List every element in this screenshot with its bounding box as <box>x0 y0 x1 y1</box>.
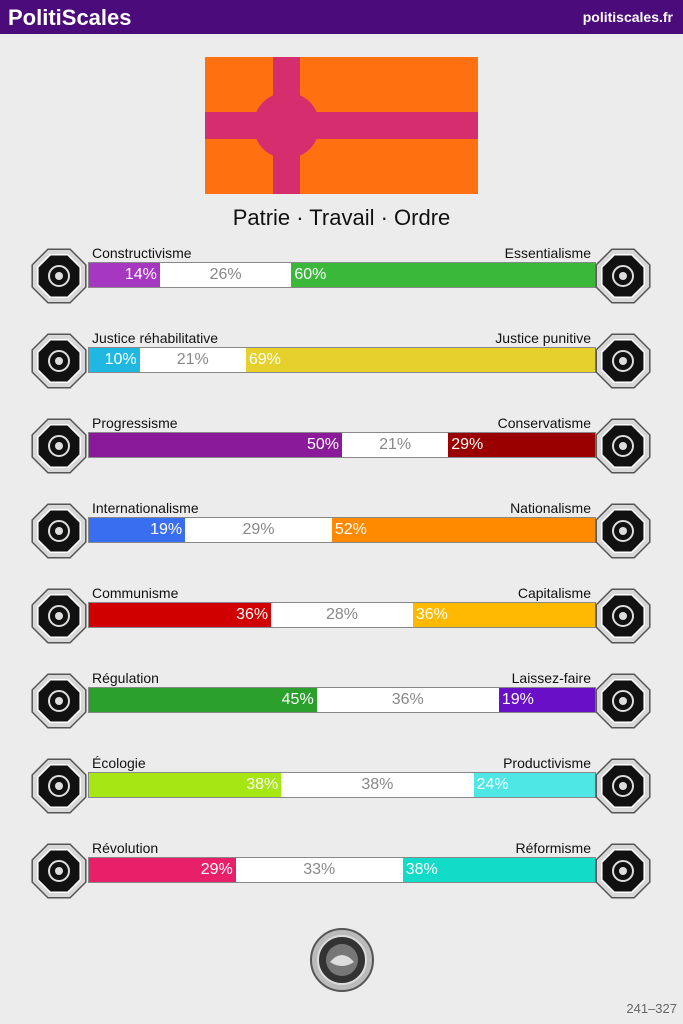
factory-icon <box>592 755 654 817</box>
bar-right-segment: 60% <box>291 263 595 287</box>
ballot-box-icon <box>592 840 654 902</box>
ruler-icon <box>28 670 90 732</box>
bar-right-segment: 29% <box>448 433 595 457</box>
axis-bar <box>88 517 596 543</box>
bar-right-segment: 69% <box>246 348 595 372</box>
axis-left-label: Progressisme <box>92 415 178 431</box>
bar-right-segment: 19% <box>499 688 595 712</box>
bar-neutral-segment: 38% <box>281 773 473 797</box>
axis-right-label: Réformisme <box>515 840 591 856</box>
bar-left-segment: 50% <box>89 433 342 457</box>
bar-neutral-segment: 28% <box>271 603 413 627</box>
axis-bar <box>88 432 596 458</box>
axis-left-label: Régulation <box>92 670 159 686</box>
flag-icon <box>592 500 654 562</box>
axis-row <box>0 415 683 485</box>
bar-left-segment: 10% <box>89 348 140 372</box>
site-link[interactable]: politiscales.fr <box>582 9 673 25</box>
brand-title[interactable]: PolitiScales <box>8 5 132 30</box>
seal-icon <box>310 928 374 992</box>
bar-left-segment: 38% <box>89 773 281 797</box>
axis-row <box>0 330 683 400</box>
rocket-icon <box>28 415 90 477</box>
axis-row <box>0 670 683 740</box>
axis-row <box>0 755 683 825</box>
axis-bar <box>88 687 596 713</box>
butterfly-icon <box>592 670 654 732</box>
bar-left-segment: 45% <box>89 688 317 712</box>
bar-neutral-segment: 36% <box>317 688 499 712</box>
flag-image <box>205 57 478 194</box>
bar-neutral-segment: 21% <box>140 348 246 372</box>
axis-bar <box>88 262 596 288</box>
axis-row <box>0 585 683 655</box>
eye-icon <box>28 245 90 307</box>
axis-row <box>0 500 683 570</box>
axis-right-label: Essentialisme <box>504 245 591 261</box>
bar-right-segment: 52% <box>332 518 595 542</box>
axis-row <box>0 245 683 315</box>
flower-icon <box>592 245 654 307</box>
axis-bar <box>88 602 596 628</box>
axis-left-label: Écologie <box>92 755 146 771</box>
bar-left-segment: 29% <box>89 858 236 882</box>
axis-right-label: Conservatisme <box>497 415 591 431</box>
leaf-icon <box>28 755 90 817</box>
axis-bar <box>88 857 596 883</box>
bar-right-segment: 38% <box>403 858 595 882</box>
bar-left-segment: 19% <box>89 518 185 542</box>
bar-neutral-segment: 29% <box>185 518 332 542</box>
app-header <box>0 0 683 34</box>
axis-right-label: Nationalisme <box>510 500 591 516</box>
axis-right-label: Justice punitive <box>495 330 591 346</box>
axis-left-label: Communisme <box>92 585 179 601</box>
footer-code: 241–327 <box>626 1001 677 1016</box>
globe-icon <box>28 500 90 562</box>
motto-text: Patrie · Travail · Ordre <box>232 205 451 230</box>
bar-neutral-segment: 21% <box>342 433 448 457</box>
axis-bar <box>88 772 596 798</box>
quill-icon <box>592 415 654 477</box>
money-bag-icon <box>592 585 654 647</box>
axis-left-label: Révolution <box>92 840 159 856</box>
axis-left-label: Internationalisme <box>92 500 199 516</box>
hammer-sickle-icon <box>28 585 90 647</box>
axis-right-label: Laissez-faire <box>511 670 591 686</box>
handshake-icon <box>28 330 90 392</box>
bar-neutral-segment: 26% <box>160 263 292 287</box>
bar-left-segment: 14% <box>89 263 160 287</box>
bar-right-segment: 36% <box>413 603 595 627</box>
bar-right-segment: 24% <box>474 773 595 797</box>
prison-bars-icon <box>592 330 654 392</box>
axis-left-label: Constructivisme <box>92 245 192 261</box>
bar-left-segment: 36% <box>89 603 271 627</box>
axis-bar <box>88 347 596 373</box>
axis-right-label: Capitalisme <box>517 585 591 601</box>
fist-icon <box>28 840 90 902</box>
axis-row <box>0 840 683 910</box>
axis-right-label: Productivisme <box>503 755 591 771</box>
axis-left-label: Justice réhabilitative <box>92 330 219 346</box>
bar-neutral-segment: 33% <box>236 858 403 882</box>
